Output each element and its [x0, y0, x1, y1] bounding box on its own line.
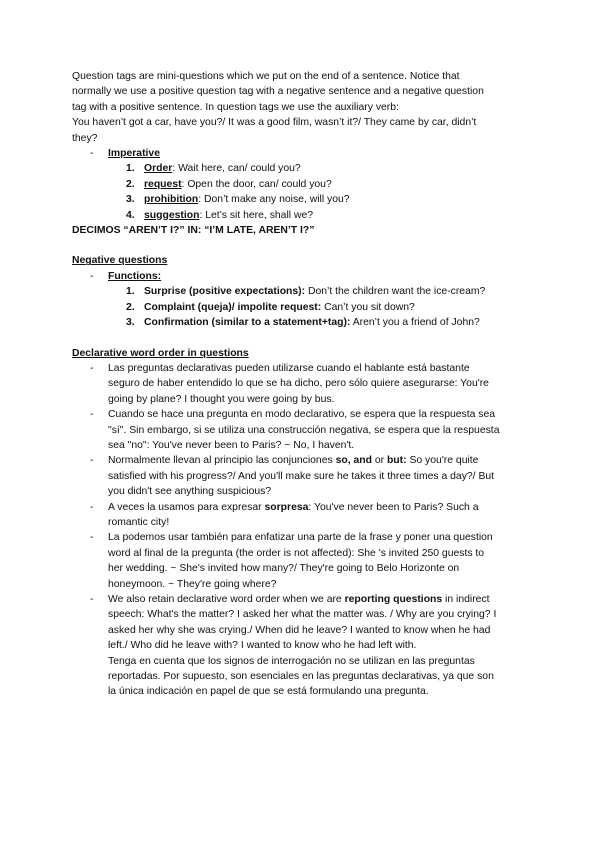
list-item [72, 177, 532, 192]
bullet-line: Las preguntas declarativas pueden utilizarse cuando el hablante está bastante [108, 362, 470, 374]
bullet-text: : You've never been to Paris? Such a [308, 501, 479, 513]
bullet-line [108, 592, 532, 607]
bullet-text: or [371, 455, 387, 467]
item-number: 4. [126, 209, 135, 221]
spacer [72, 238, 532, 253]
decimos-note: DECIMOS “AREN’T I?” IN: “I’M LATE, AREN’T I?” [72, 225, 315, 237]
item-text: : Open the door, can/ could you? [181, 178, 332, 190]
item-number: 2. [126, 178, 135, 190]
list-item [72, 208, 532, 223]
bullet-line: reportadas. Por supuesto, son esenciales en las preguntas declarativas, ya que son [108, 671, 494, 683]
bullet-item [72, 592, 532, 700]
item-number: 1. [126, 286, 135, 298]
list-item [72, 315, 532, 330]
declarative-heading: Declarative word order in questions [72, 347, 249, 359]
item-text: : Don’t make any noise, will you? [198, 194, 350, 206]
item-term: Confirmation (similar to a statement+tag): [144, 317, 351, 329]
bullet-line: her wedding. ~ She's invited how many?/ They're going to Belo Horizonte on [108, 563, 460, 575]
item-term: request [144, 178, 182, 190]
bullet-item [72, 407, 532, 453]
bullet-line: Cuando se hace una pregunta en modo declarativo, se espera que la respuesta sea [108, 409, 496, 421]
intro-example-line: they? [72, 132, 98, 144]
bullet-line: seguro de haber entendido lo que se ha dicho, pero sólo quiere asegurarse: You're [108, 378, 489, 390]
bullet-line: left./ Who did he leave with? I wanted to know who he had left with. [108, 640, 417, 652]
bullet-line [108, 453, 532, 468]
intro-line: Question tags are mini-questions which we put on the end of a sentence. Notice that [72, 71, 460, 82]
item-text: Aren’t you a friend of John? [350, 317, 480, 329]
bullet-line: satisfied with his progress?/ And you'll make sure he takes it three times a day?/ But [108, 470, 495, 482]
bullet-line: la única indicación en papel de que se está formulando una pregunta. [108, 686, 429, 698]
dash-bullet: - [90, 362, 94, 374]
bullet-line: word al final de la pregunta (the order is not affected): She 's invited 250 guests to [108, 547, 485, 559]
list-item [72, 300, 532, 315]
dash-bullet: - [90, 455, 94, 467]
imperative-title: Imperative [108, 148, 160, 160]
bullet-line: asked her why she was crying./ When did he leave? I wanted to know when he had [108, 624, 491, 636]
item-text: Can’t you sit down? [321, 301, 415, 313]
intro-line: normally we use a positive question tag with a negative sentence and a negative question [72, 86, 484, 98]
item-term: Complaint (queja)/ impolite request: [144, 301, 322, 313]
bullet-line: sea "no": You've never been to Paris? ~ No, I haven't. [108, 439, 355, 451]
bullet-item [72, 530, 532, 592]
bullet-item [72, 500, 532, 531]
negative-list [72, 284, 532, 330]
negative-questions-heading: Negative questions [72, 255, 168, 267]
list-item [72, 192, 532, 207]
bullet-line: La podemos usar también para enfatizar una parte de la frase y poner una question [108, 532, 493, 544]
imperative-list [72, 161, 532, 223]
bold-term: sorpresa [264, 501, 309, 513]
dash-bullet: - [90, 270, 94, 282]
bold-conjunction: but: [386, 455, 407, 467]
bullet-line: you didn't see anything suspicious? [108, 486, 272, 498]
bullet-text: Normalmente llevan al principio las conjunciones [108, 455, 336, 467]
list-item [72, 161, 532, 176]
item-term: Surprise (positive expectations): [144, 286, 306, 298]
item-term: suggestion [144, 209, 200, 221]
dash-bullet: - [90, 409, 94, 421]
dash-bullet: - [90, 532, 94, 544]
bullet-line: speech: What's the matter? I asked her what the matter was. / Why are you crying? I [108, 609, 497, 621]
document-page [72, 69, 532, 700]
item-number: 1. [126, 163, 135, 175]
item-text: : Let’s sit here, shall we? [199, 209, 314, 221]
spacer [72, 331, 532, 346]
item-term: prohibition [144, 194, 199, 206]
functions-heading [72, 269, 532, 284]
bold-term: reporting questions [344, 594, 443, 605]
item-number: 2. [126, 301, 135, 313]
imperative-heading [72, 146, 532, 161]
item-text: : Wait here, can/ could you? [172, 163, 301, 175]
item-number: 3. [126, 317, 135, 329]
intro-line: tag with a positive sentence. In question tags we use the auxiliary verb: [72, 101, 399, 113]
intro-paragraph [72, 69, 532, 146]
intro-example-line: You haven’t got a car, have you?/ It was a good film, wasn’t it?/ They came by car, didn’t [72, 117, 477, 129]
bullet-text: A veces la usamos para expresar [108, 501, 265, 513]
bullet-line: romantic city! [108, 516, 170, 528]
item-text: Don’t the children want the ice-cream? [305, 286, 486, 298]
item-term: Order [144, 163, 173, 175]
bullet-item [72, 453, 532, 499]
bullet-line [108, 500, 532, 515]
bullet-line: Tenga en cuenta que los signos de interrogación no se utilizan en las preguntas [108, 655, 475, 667]
bullet-item [72, 361, 532, 407]
item-number: 3. [126, 194, 135, 206]
dash-bullet: - [90, 594, 94, 605]
bullet-line: "sí". Sin embargo, si se utiliza una construcción negativa, se espera que la respuesta [108, 424, 500, 436]
bold-conjunctions: so, and [335, 455, 372, 467]
bullet-text: So you're quite [406, 455, 479, 467]
functions-label: Functions: [108, 270, 162, 282]
bullet-line: honeymoon. ~ They're going where? [108, 578, 277, 590]
dash-bullet: - [90, 501, 94, 513]
bullet-line: going by plane? I thought you were going by bus. [108, 393, 335, 405]
bullet-text: in indirect [442, 594, 490, 605]
bullet-text: We also retain declarative word order when we are [108, 594, 345, 605]
dash-bullet: - [90, 148, 94, 160]
list-item [72, 284, 532, 299]
